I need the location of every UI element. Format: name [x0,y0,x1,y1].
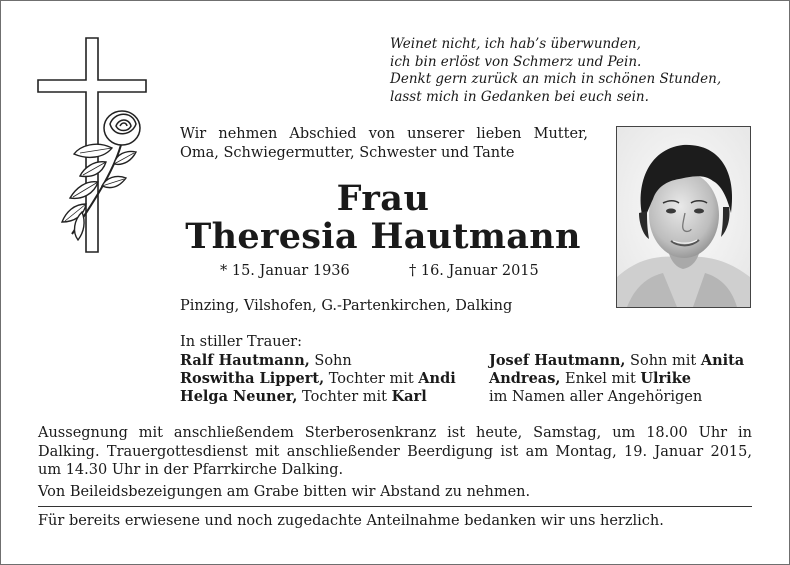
service-line: Dalking. Trauergottesdienst mit anschließender Beerdigung ist am Montag, 19. Januar 2015, [38,443,752,460]
mourner-entry [180,370,456,388]
places: Pinzing, Vilshofen, G.-Partenkirchen, Dalking [180,298,513,314]
mourner-partner: Andi [418,370,456,387]
mourner-entry [489,388,744,406]
intro-line: Wir nehmen Abschied von unserer lieben Mutter, [180,126,588,142]
mourner-name: Helga Neuner, [180,388,298,405]
mourners-label: In stiller Trauer: [180,334,302,350]
poem [390,36,770,106]
mourner-partner: Ulrike [640,370,691,387]
service-info [38,424,752,480]
portrait-photo [616,126,751,308]
mourner-partner: Anita [700,352,745,369]
thanks-text: Für bereits erwiesene und noch zugedachte Anteilnahme bedanken wir uns herzlich. [38,513,664,529]
poem-line: Weinet nicht, ich hab’s überwunden, [390,36,641,52]
divider [38,506,752,507]
birth-date: * 15. Januar 1936 [220,263,350,279]
mourner-name: Andreas, [489,370,561,387]
condolence-request: Von Beileidsbezeigungen am Grabe bitten wir Abstand zu nehmen. [38,484,531,500]
death-date: † 16. Januar 2015 [409,263,539,279]
mourner-entry [489,370,744,388]
mourner-relation: im Namen aller Angehörigen [489,389,703,405]
intro-line: Oma, Schwiegermutter, Schwester und Tante [180,145,515,161]
poem-line: ich bin erlöst von Schmerz und Pein. [390,53,642,70]
intro-text [180,125,590,163]
mourner-relation: Sohn [309,353,352,369]
mourner-entry [489,352,744,370]
poem-line: Denkt gern zurück an mich in schönen Stunden, [390,71,722,87]
cross-with-rose-icon [36,36,148,254]
deceased-name: Theresia Hautmann [185,216,581,257]
mourner-relation: Sohn mit [625,353,701,369]
service-line: um 14.30 Uhr in der Pfarrkirche Dalking. [38,462,344,478]
mourner-partner: Karl [391,388,427,405]
mourners-left-column [180,352,456,406]
mourner-entry [180,352,456,370]
mourner-relation: Tochter mit [297,389,392,405]
service-line: Aussegnung mit anschließendem Sterberosenkranz ist heute, Samstag, um 18.00 Uhr in [38,425,752,441]
mourners-right-column [489,352,744,406]
mourner-relation: Enkel mit [560,371,641,387]
mourner-name: Roswitha Lippert, [180,370,325,387]
mourner-name: Josef Hautmann, [489,352,626,369]
mourner-name: Ralf Hautmann, [180,352,310,369]
poem-line: lasst mich in Gedanken bei euch sein. [390,88,649,105]
mourner-entry [180,388,456,406]
salutation: Frau [336,178,430,219]
mourner-relation: Tochter mit [324,371,419,387]
